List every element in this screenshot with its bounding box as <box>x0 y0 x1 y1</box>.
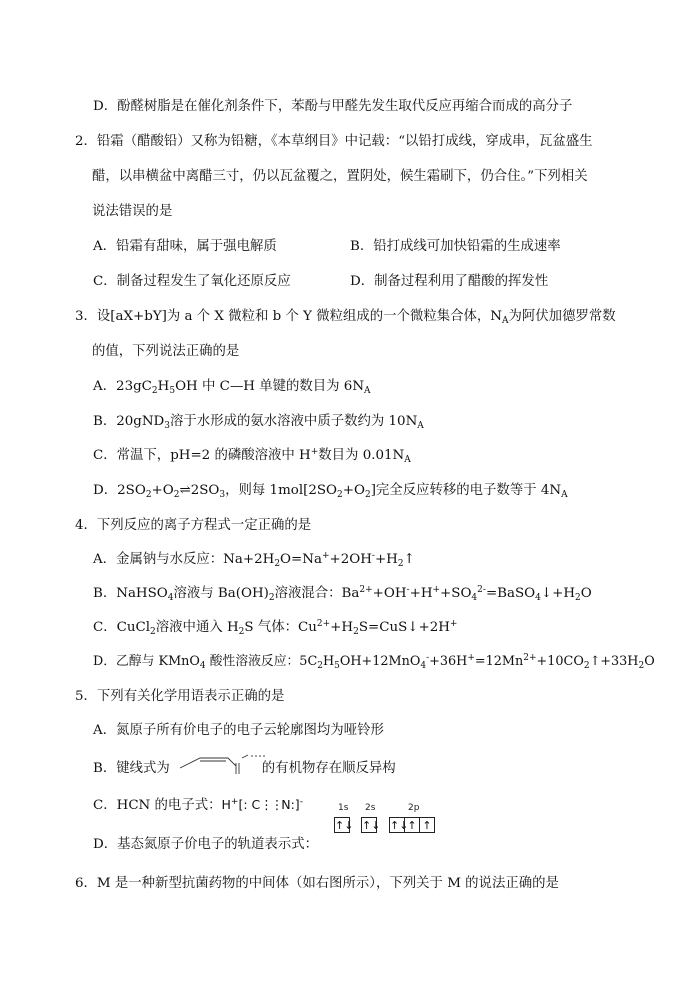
skeletal-formula-image <box>178 754 270 776</box>
orbital-box-1s: ↑↓ <box>335 819 354 832</box>
orbital-box-2p-3: ↑ <box>419 817 435 833</box>
orbital-box-2p-2: ↑ <box>404 817 420 833</box>
q5-stem: 5．下列有关化学用语表示正确的是 <box>75 689 285 704</box>
q3-option-c: C．常温下，pH=2 的磷酸溶液中 H+数目为 $0.01N_A$ <box>93 447 411 465</box>
q4-option-a: A．金属钠与水反应：$Na+2H_2O=Na^++2OH^-+H_2↑$ <box>93 551 415 569</box>
q4-stem: 4．下列反应的离子方程式一定正确的是 <box>75 518 312 533</box>
q2-option-d: D．制备过程利用了醋酸的挥发性 <box>350 274 549 289</box>
q3-option-b: B．20gND$_3$溶于水形成的氨水溶液中质子数约为 $10N_A$ <box>93 414 424 431</box>
q4-option-d: D．乙醇与 KMnO$_4$ 酸性溶液反应：$5C_2H_5OH+12MnO_4^-+36H^+=12Mn^{2+}+10CO_2↑+33H_2O$ <box>93 653 655 671</box>
q2-stem-line2: 醋，以串横盆中离醋三寸，仍以瓦盆覆之，置阴处，候生霜刷下，仍合住。”下列相关 <box>92 169 588 184</box>
q3-stem-line1: 3．设[aX+bY]为 a 个 X 微粒和 b 个 Y 微粒组成的一个微粒集合体，$N_A$为阿伏加德罗常数 <box>75 309 616 326</box>
q3-option-d: D．$2SO_2+O_2\rightleftharpoons 2SO_3$，则每 $1mol[2SO_2+O_2]$完全反应转移的电子数等于 $4N_A$ <box>93 483 568 500</box>
q2-option-b: B．铅打成线可加快铅霜的生成速率 <box>350 239 561 254</box>
orbital-box-2p-1: ↑↓ <box>390 819 409 832</box>
q4-option-b: B．NaHSO$_4$溶液与 $Ba(OH)_2$溶液混合：$Ba^{2+}+OH^-+H^++SO_4^{2-}=BaSO_4↓+H_2O$ <box>93 585 592 603</box>
orbital-label-2p: 2p <box>408 803 420 813</box>
q5-option-a: A．氮原子所有价电子的电子云轮廓图均为哑铃形 <box>93 723 384 738</box>
orbital-label-2s: 2s <box>365 803 376 813</box>
orbital-label-1s: 1s <box>338 803 349 813</box>
q2-option-a: A．铅霜有甜味，属于强电解质 <box>93 239 277 254</box>
q2-stem-line1: 2．铅霜（醋酸铅）又称为铅糖，《本草纲目》中记载：“以铅打成线，穿成串，瓦盆盛生 <box>75 134 593 149</box>
q5-option-b: B．键线式为 的有机物存在顺反异构 <box>93 761 396 776</box>
orbital-box-2s: ↑↓ <box>362 819 381 832</box>
q1-option-d: D．酚醛树脂是在催化剂条件下，苯酚与甲醛先发生取代反应再缩合而成的高分子 <box>93 99 573 114</box>
q6-stem: 6．M 是一种新型抗菌药物的中间体（如右图所示），下列关于 M 的说法正确的是 <box>75 876 559 891</box>
q3-stem-line2: 的值，下列说法正确的是 <box>92 344 240 359</box>
q4-option-c: C．CuCl$_2$溶液中通入 $H_2S$ 气体：$Cu^{2+}+H_2S=CuS↓+2H^+$ <box>93 619 458 637</box>
q5-option-c: C．HCN 的电子式：H+[: C⋮⋮N:]- <box>93 797 303 813</box>
q2-stem-line3: 说法错误的是 <box>92 204 173 219</box>
q2-option-c: C．制备过程发生了氧化还原反应 <box>93 274 291 289</box>
q5-option-d: D．基态氮原子价电子的轨道表示式： <box>93 837 318 852</box>
q3-option-a: A．$23gC_2H_5OH$ 中 C—H 单键的数目为 $6N_A$ <box>93 379 371 396</box>
